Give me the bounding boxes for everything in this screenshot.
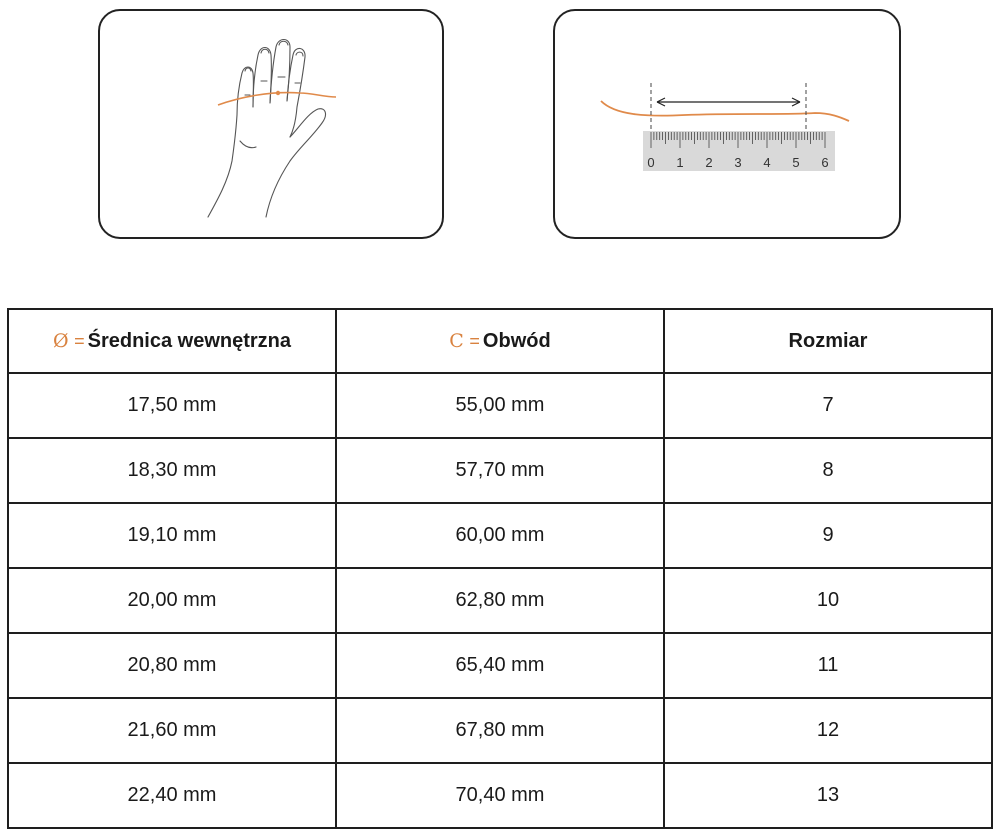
cell-diameter: 18,30 mm [8, 438, 336, 503]
cell-circumference: 60,00 mm [336, 503, 664, 568]
circumference-symbol: C [449, 329, 464, 352]
cell-diameter: 22,40 mm [8, 763, 336, 828]
cell-size: 9 [664, 503, 992, 568]
cell-circumference: 70,40 mm [336, 763, 664, 828]
header-circumference [336, 309, 664, 373]
cell-size: 13 [664, 763, 992, 828]
ruler-tick-label: 5 [792, 155, 800, 170]
header-size [664, 309, 992, 373]
cell-diameter: 17,50 mm [8, 373, 336, 438]
ruler-icon [555, 11, 903, 241]
cell-diameter: 20,00 mm [8, 568, 336, 633]
cell-diameter: 20,80 mm [8, 633, 336, 698]
cell-circumference: 62,80 mm [336, 568, 664, 633]
ruler-tick-label: 0 [647, 155, 655, 170]
ruler-tick-label: 3 [734, 155, 742, 170]
cell-circumference: 55,00 mm [336, 373, 664, 438]
table-row [8, 633, 992, 698]
header-size-label: Rozmiar [788, 329, 868, 352]
cell-size: 10 [664, 568, 992, 633]
hand-icon [100, 11, 446, 241]
header-diameter [8, 309, 336, 373]
ruler-tick-label: 6 [821, 155, 829, 170]
ring-size-table [7, 308, 993, 829]
table-row [8, 438, 992, 503]
diameter-symbol: Ø [52, 329, 69, 352]
equals-sign: = [469, 330, 480, 351]
cell-diameter: 21,60 mm [8, 698, 336, 763]
measuring-string [601, 101, 849, 121]
table-row [8, 373, 992, 438]
header-circumference-label: Obwód [482, 329, 551, 352]
hand-measure-illustration [98, 9, 444, 239]
cell-size: 12 [664, 698, 992, 763]
cell-size: 8 [664, 438, 992, 503]
equals-sign: = [74, 330, 85, 351]
table-row [8, 698, 992, 763]
cell-size: 7 [664, 373, 992, 438]
cell-size: 11 [664, 633, 992, 698]
header-diameter-label: Średnica wewnętrzna [87, 329, 292, 352]
cell-circumference: 67,80 mm [336, 698, 664, 763]
ruler-tick-label: 1 [676, 155, 684, 170]
ruler-tick-label: 2 [705, 155, 713, 170]
table-row [8, 503, 992, 568]
table-row [8, 763, 992, 828]
cell-diameter: 19,10 mm [8, 503, 336, 568]
ruler-tick-label: 4 [763, 155, 771, 170]
table-header-row [8, 309, 992, 373]
cell-circumference: 65,40 mm [336, 633, 664, 698]
ruler-measure-illustration [553, 9, 901, 239]
cell-circumference: 57,70 mm [336, 438, 664, 503]
table-row [8, 568, 992, 633]
